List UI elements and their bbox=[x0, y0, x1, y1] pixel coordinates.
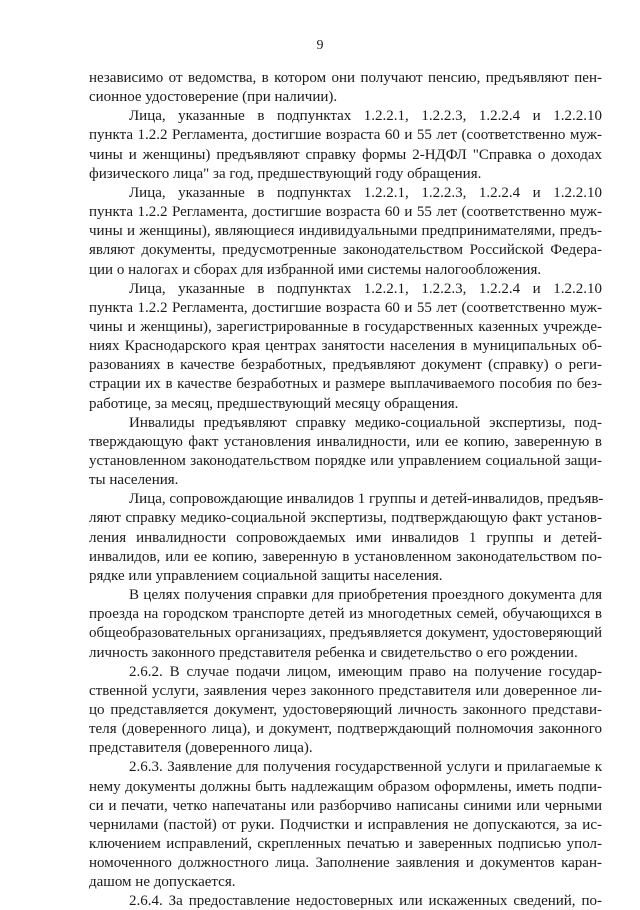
text-line: страции их в качестве безработных и размере выплачиваемого пособия по без- bbox=[89, 376, 602, 393]
text-line: 2.6.2. В случае подачи лицом, имеющим право на получение государ- bbox=[129, 663, 602, 680]
text-line: нему документы должны быть надлежащим образом оформлены, иметь подпи- bbox=[89, 778, 602, 795]
text-line: ключением исправлений, скрепленных печатью и заверенных подписью упол- bbox=[89, 836, 602, 852]
text-line: Лица, сопровождающие инвалидов 1 группы и детей-инвалидов, предъяв- bbox=[129, 491, 604, 508]
text-line: ниях Краснодарского края центрах занятости населения в муниципальных об- bbox=[89, 338, 602, 355]
text-line: установленном законодательством порядке или управлением социальной защи- bbox=[89, 453, 602, 469]
text-line: цо представляется документ, удостоверяющий личность законного представи- bbox=[89, 701, 602, 718]
text-line: ления инвалидности сопровождаемых ими инвалидов 1 группы и детей- bbox=[89, 529, 602, 546]
text-line: 2.6.4. За предоставление недостоверных или искаженных сведений, по- bbox=[129, 893, 602, 910]
text-line: пункта 1.2.2 Регламента, достигшие возраста 60 и 55 лет (соответственно муж- bbox=[89, 127, 602, 144]
text-line: общеобразовательных организациях, предъявляется документ, удостоверяющий bbox=[89, 625, 602, 642]
text-line: 2.6.3. Заявление для получения государственной услуги и прилагаемые к bbox=[129, 759, 602, 776]
text-line: чины и женщины), зарегистрированные в государственных казенных учрежде- bbox=[89, 318, 602, 335]
text-line: рядке или управлением социальной защиты населения. bbox=[89, 567, 443, 584]
text-line: чины и женщины), являющиеся индивидуальными предпринимателями, предъ- bbox=[89, 223, 602, 240]
text-line: Инвалиды предъявляют справку медико-социальной экспертизы, под- bbox=[129, 414, 602, 431]
text-line: являют документы, предусмотренные законодательством Российской Федера- bbox=[89, 242, 602, 259]
text-line: ственной услуги, заявления через законного представителя или доверенное ли- bbox=[89, 682, 602, 699]
text-line: пункта 1.2.2 Регламента, достигшие возраста 60 и 55 лет (соответственно муж- bbox=[89, 204, 602, 221]
text-line: Лица, указанные в подпунктах 1.2.2.1, 1.2.2.3, 1.2.2.4 и 1.2.2.10 bbox=[129, 184, 602, 201]
text-line: теля (доверенного лица), и документ, подтверждающий полномочия законного bbox=[89, 721, 602, 738]
text-line: си и печати, четко напечатаны или разборчиво написаны синими или черными bbox=[89, 797, 602, 814]
page-number: 9 bbox=[316, 38, 324, 53]
text-line: ты населения. bbox=[89, 472, 179, 489]
text-line: работице, за месяц, предшествующий месяцу обращения. bbox=[89, 395, 459, 412]
text-line: проезда на городском транспорте детей из многодетных семей, обучающихся в bbox=[89, 606, 602, 623]
text-line: В целях получения справки для приобретения проездного документа для bbox=[129, 587, 602, 604]
text-line: ции о налогах и сборах для избранной ими системы налогообложения. bbox=[89, 261, 542, 278]
text-line: ляют справку медико-социальной экспертизы, подтверждающую факт установ- bbox=[89, 510, 602, 527]
text-line: инвалидов, или ее копию, заверенную в установленном законодательством по- bbox=[89, 548, 602, 565]
text-line: Лица, указанные в подпунктах 1.2.2.1, 1.2.2.3, 1.2.2.4 и 1.2.2.10 bbox=[129, 280, 602, 297]
text-line: сионное удостоверение (при наличии). bbox=[89, 89, 338, 106]
text-line: Лица, указанные в подпунктах 1.2.2.1, 1.2.2.3, 1.2.2.4 и 1.2.2.10 bbox=[129, 108, 602, 125]
text-line: физического лица" за год, предшествующий году обращения. bbox=[89, 165, 482, 182]
text-line: номоченного должностного лица. Заполнение заявления и документов каран- bbox=[89, 855, 602, 872]
text-line: тверждающую факт установления инвалидности, или ее копию, заверенную в bbox=[89, 433, 602, 450]
text-line: личность законного представителя ребенка и свидетельство о его рождении. bbox=[89, 644, 578, 661]
text-line: чернилами (пастой) от руки. Подчистки и исправления не допускаются, за ис- bbox=[89, 816, 602, 833]
text-line: разованиях в качестве безработных, предъявляют документ (справку) о реги- bbox=[89, 357, 602, 374]
text-line: чины и женщины) предъявляют справку формы 2-НДФЛ "Справка о доходах bbox=[89, 146, 602, 163]
text-line: пункта 1.2.2 Регламента, достигшие возраста 60 и 55 лет (соответственно муж- bbox=[89, 299, 602, 316]
text-line: дашом не допускается. bbox=[89, 874, 236, 891]
text-line: независимо от ведомства, в котором они получают пенсию, предъявляют пен- bbox=[89, 70, 602, 86]
text-line: представителя (доверенного лица). bbox=[89, 740, 313, 757]
